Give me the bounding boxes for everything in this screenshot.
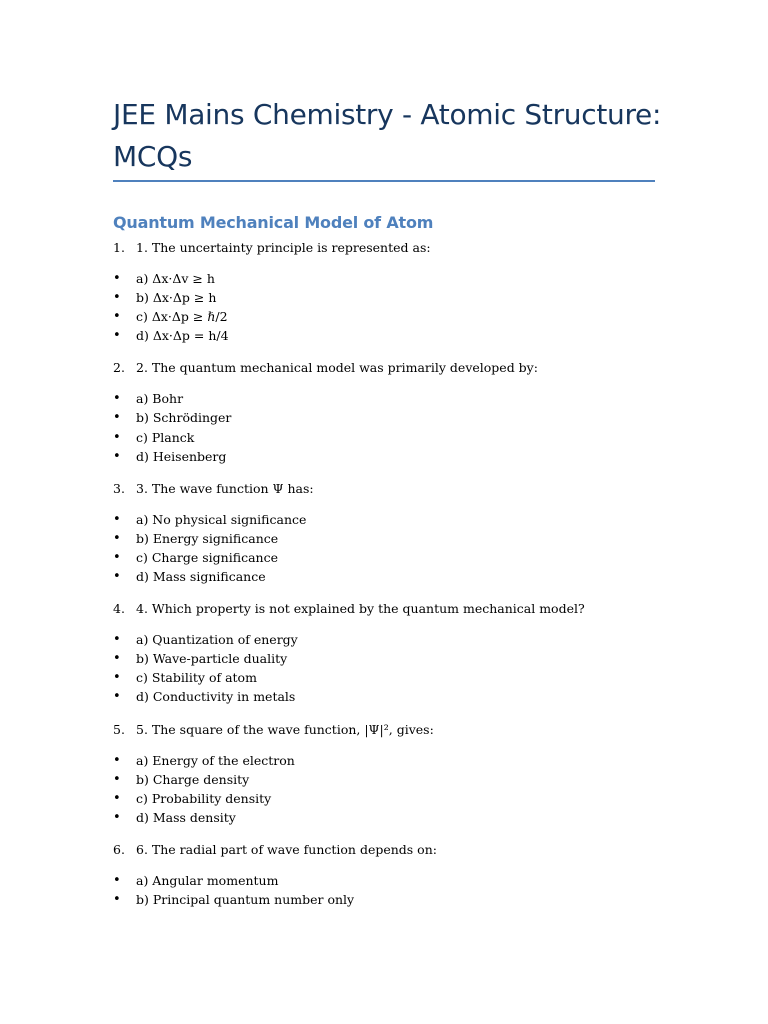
- option-text: b) Δx·Δp ≥ h: [136, 290, 217, 306]
- option-text: a) Quantization of energy: [136, 632, 298, 648]
- question-line: [113, 238, 673, 257]
- option-text: b) Schrödinger: [136, 410, 232, 426]
- option-item: [113, 269, 673, 288]
- bullet-icon: •: [113, 271, 121, 286]
- question-number: 3.: [113, 480, 125, 496]
- option-text: a) Bohr: [136, 391, 184, 407]
- option-item: [113, 630, 673, 649]
- option-text: c) Δx·Δp ≥ ℏ/2: [136, 309, 228, 325]
- option-text: b) Charge density: [136, 771, 250, 787]
- question-3: [113, 479, 673, 586]
- option-item: [113, 408, 673, 427]
- option-item: [113, 510, 673, 529]
- option-item: [113, 808, 673, 827]
- bullet-icon: •: [113, 391, 121, 407]
- bullet-icon: •: [113, 752, 121, 768]
- option-item: [113, 447, 673, 466]
- bullet-icon: •: [113, 448, 121, 464]
- bullet-icon: •: [113, 670, 121, 686]
- option-item: [113, 770, 673, 789]
- option-item: [113, 428, 673, 447]
- option-text: c) Stability of atom: [136, 670, 257, 686]
- option-text: c) Charge significance: [136, 549, 278, 565]
- option-text: b) Energy significance: [136, 530, 279, 546]
- option-list: [113, 751, 673, 827]
- option-list: [113, 630, 673, 706]
- option-text: c) Planck: [136, 429, 195, 445]
- option-text: d) Mass density: [136, 809, 236, 825]
- bullet-icon: •: [113, 771, 121, 787]
- question-number: 4.: [113, 601, 125, 617]
- option-item: [113, 890, 673, 909]
- option-item: [113, 789, 673, 808]
- option-text: a) Δx·Δv ≥ h: [136, 271, 215, 286]
- question-text: 2. The quantum mechanical model was primarily developed by:: [136, 360, 538, 376]
- option-item: [113, 389, 673, 408]
- question-4: [113, 599, 673, 706]
- option-item: [113, 871, 673, 890]
- option-text: d) Δx·Δp = h/4: [136, 328, 229, 344]
- option-list: [113, 510, 673, 586]
- option-text: d) Mass significance: [136, 569, 266, 585]
- bullet-icon: •: [113, 429, 121, 445]
- option-item: [113, 307, 673, 326]
- document-title: JEE Mains Chemistry - Atomic Structure: MCQs: [113, 98, 662, 173]
- question-text: 1. The uncertainty principle is represented as:: [136, 240, 431, 255]
- bullet-icon: •: [113, 790, 121, 806]
- option-text: b) Principal quantum number only: [136, 891, 355, 907]
- question-1: [113, 238, 673, 345]
- title-underline: [113, 180, 655, 182]
- option-item: [113, 751, 673, 770]
- option-item: [113, 288, 673, 307]
- option-item: [113, 548, 673, 567]
- option-item: [113, 567, 673, 586]
- bullet-icon: •: [113, 632, 121, 648]
- option-text: d) Conductivity in metals: [136, 689, 296, 705]
- question-text: 5. The square of the wave function, |Ψ|², gives:: [136, 721, 434, 737]
- option-text: a) No physical significance: [136, 511, 307, 527]
- option-text: a) Angular momentum: [136, 872, 279, 888]
- bullet-icon: •: [113, 809, 121, 825]
- option-item: [113, 529, 673, 548]
- question-list: [113, 238, 673, 922]
- bullet-icon: •: [113, 309, 121, 325]
- question-text: 6. The radial part of wave function depends on:: [136, 841, 437, 857]
- question-6: [113, 840, 673, 909]
- option-text: a) Energy of the electron: [136, 752, 295, 768]
- bullet-icon: •: [113, 410, 121, 426]
- question-line: [113, 840, 673, 859]
- question-number: 2.: [113, 360, 125, 376]
- bullet-icon: •: [113, 328, 121, 344]
- option-item: [113, 326, 673, 345]
- section-heading: Quantum Mechanical Model of Atom: [113, 213, 434, 232]
- question-line: [113, 358, 673, 377]
- bullet-icon: •: [113, 569, 121, 585]
- bullet-icon: •: [113, 511, 121, 527]
- bullet-icon: •: [113, 891, 121, 907]
- question-text: 4. Which property is not explained by the quantum mechanical model?: [136, 601, 585, 617]
- question-text: 3. The wave function Ψ has:: [136, 480, 314, 496]
- bullet-icon: •: [113, 872, 121, 888]
- option-text: c) Probability density: [136, 790, 272, 806]
- question-5: [113, 720, 673, 827]
- bullet-icon: •: [113, 290, 121, 306]
- bullet-icon: •: [113, 689, 121, 705]
- question-2: [113, 358, 673, 465]
- option-list: [113, 871, 673, 909]
- question-number: 6.: [113, 841, 125, 857]
- option-text: b) Wave-particle duality: [136, 651, 288, 667]
- question-number: 1.: [113, 240, 125, 255]
- question-number: 5.: [113, 721, 125, 737]
- bullet-icon: •: [113, 530, 121, 546]
- bullet-icon: •: [113, 651, 121, 667]
- option-list: [113, 269, 673, 345]
- question-line: [113, 479, 673, 498]
- option-item: [113, 668, 673, 687]
- option-item: [113, 687, 673, 706]
- question-line: [113, 599, 673, 618]
- option-list: [113, 389, 673, 465]
- option-item: [113, 649, 673, 668]
- option-text: d) Heisenberg: [136, 448, 227, 464]
- question-line: [113, 720, 673, 739]
- bullet-icon: •: [113, 549, 121, 565]
